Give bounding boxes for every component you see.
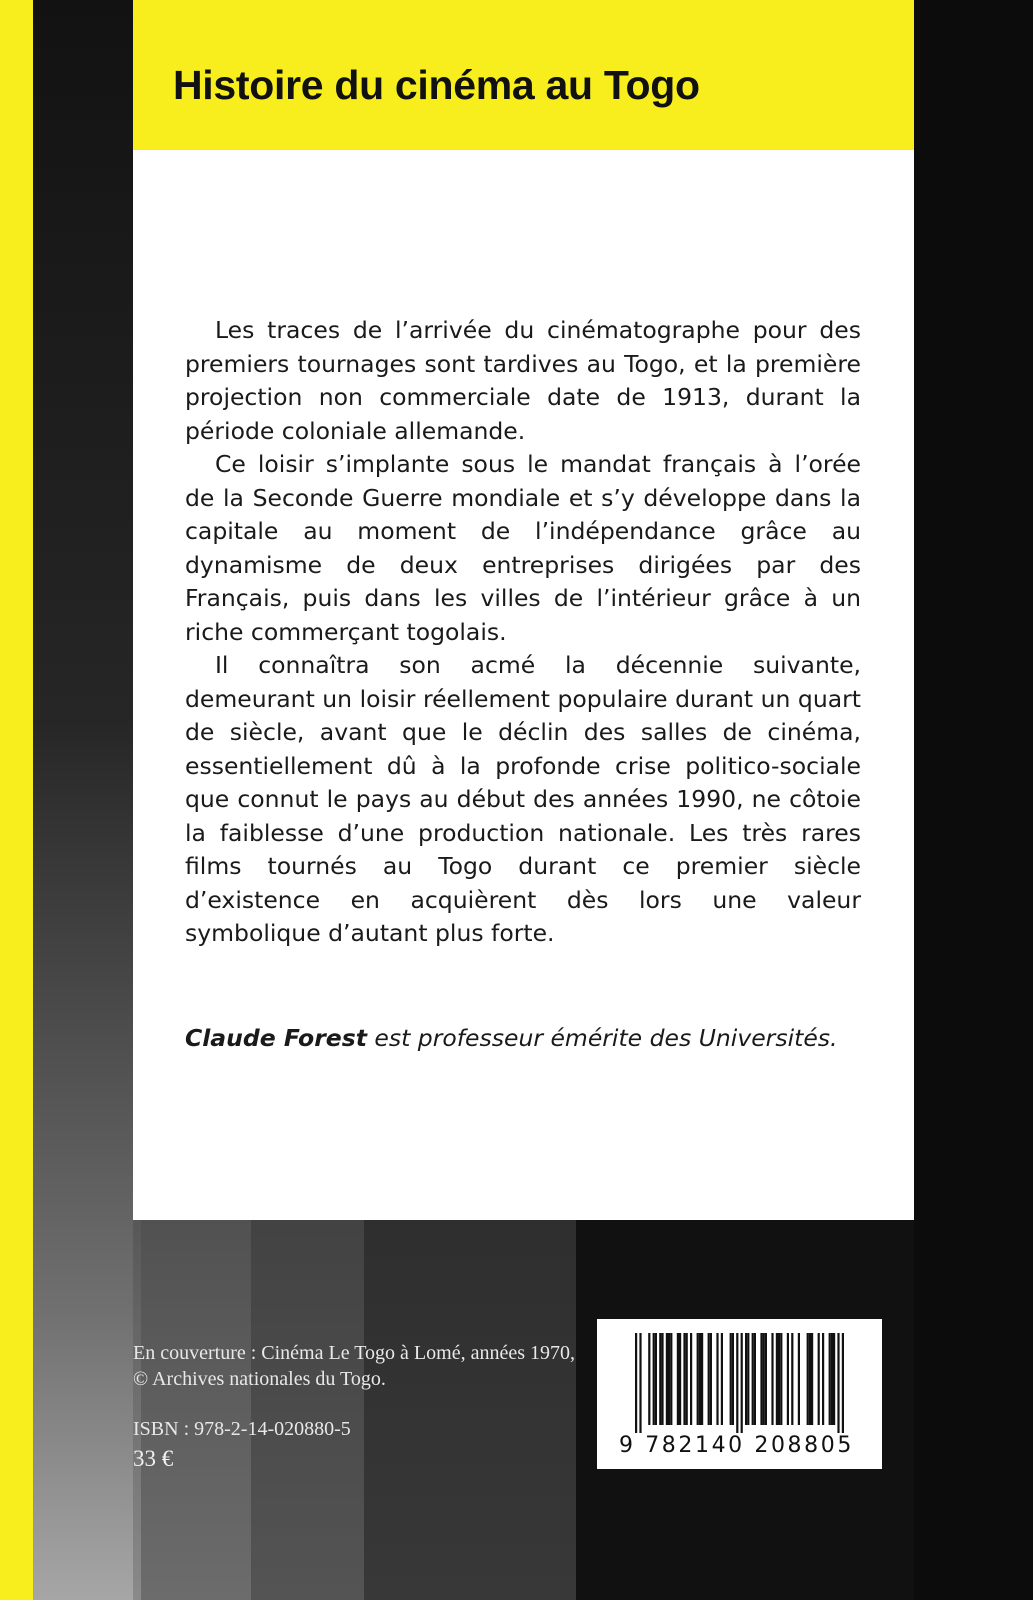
barcode-bar (648, 1333, 650, 1425)
barcode (597, 1319, 882, 1469)
barcode-bar (837, 1333, 839, 1433)
barcode-bar (699, 1333, 701, 1425)
barcode-bar (635, 1333, 637, 1433)
copyright-line: © Archives nationales du Togo. (133, 1368, 386, 1390)
barcode-bar (659, 1333, 661, 1425)
barcode-bar (765, 1333, 767, 1425)
summary-paragraph: Ce loisir s’implante sous le mandat français à l’orée de la Seconde Guerre mondiale et s’y développe dans la capitale au moment de l’indépendance grâce au dynamisme de deux entreprises dirigées par des Français, puis dans les villes de l’intérieur grâce à un riche commerçant togolais. (185, 450, 861, 646)
barcode-bar (686, 1333, 688, 1425)
barcode-bar (677, 1333, 679, 1425)
summary-paragraph: Il connaîtra son acmé la décennie suivante, demeurant un loisir réellement populaire durant un quart de siècle, avant que le déclin des salles de cinéma, essentiellement dû à la profonde crise politico-sociale que connut le pays au début des années 1990, ne côtoie la faiblesse d’une production nationale. Les très rares films tournés au Togo durant ce premier siècle d’existence en acquièrent dès lors une valeur symbolique d’autant plus forte. (185, 651, 861, 947)
barcode-bar (818, 1333, 820, 1425)
author-bio: est professeur émérite des Universités. (366, 1024, 838, 1052)
barcode-bar (697, 1333, 699, 1425)
barcode-bar (807, 1333, 809, 1425)
title-band (133, 0, 914, 150)
barcode-bar (668, 1333, 670, 1425)
barcode-bar (822, 1333, 824, 1425)
barcode-bar (721, 1333, 723, 1425)
barcode-bar (679, 1333, 681, 1425)
barcode-bar (730, 1333, 732, 1425)
cover-credits (133, 1340, 593, 1392)
cover-credit-line: En couverture : Cinéma Le Togo à Lomé, années 1970, (133, 1342, 575, 1364)
barcode-bar (670, 1333, 672, 1425)
barcode-bar (831, 1333, 833, 1425)
barcode-bar (653, 1333, 655, 1425)
barcode-bar (752, 1333, 754, 1425)
barcode-bar (787, 1333, 789, 1425)
author-name: Claude Forest (185, 1024, 367, 1052)
barcode-bar (763, 1333, 765, 1425)
summary-text (185, 314, 861, 951)
background-stripe (33, 0, 133, 1600)
barcode-bar (778, 1333, 780, 1425)
barcode-bar (690, 1333, 692, 1425)
barcode-bar (732, 1333, 734, 1425)
barcode-bar (809, 1333, 811, 1425)
barcode-bar (760, 1333, 762, 1425)
barcode-digits: 9 782140 208805 (619, 1433, 854, 1458)
barcode-bar (661, 1333, 663, 1425)
barcode-bar (683, 1333, 685, 1425)
barcode-bar (798, 1333, 800, 1425)
barcode-bar (791, 1333, 793, 1425)
barcode-bar (716, 1333, 718, 1425)
background-stripe (914, 0, 1033, 1600)
barcode-bar (776, 1333, 778, 1425)
barcode-bar (741, 1333, 743, 1433)
barcode-bar (710, 1333, 712, 1425)
barcode-bar (655, 1333, 657, 1425)
price: 33 € (133, 1446, 174, 1471)
barcode-bar (701, 1333, 703, 1425)
barcode-bar (745, 1333, 747, 1425)
author-line (185, 1024, 838, 1052)
yellow-edge-stripe (0, 0, 33, 1600)
barcode-bar (754, 1333, 756, 1425)
barcode-bar (842, 1333, 844, 1433)
barcode-bar (833, 1333, 835, 1425)
barcode-bar (639, 1333, 641, 1433)
barcode-bar (666, 1333, 668, 1425)
summary-panel (133, 150, 914, 1220)
barcode-bar (747, 1333, 749, 1425)
isbn: ISBN : 978-2-14-020880-5 (133, 1418, 351, 1440)
barcode-bar (736, 1333, 738, 1433)
barcode-bar (708, 1333, 710, 1425)
summary-paragraph: Les traces de l’arrivée du cinématographe pour des premiers tournages sont tardives au Togo, et la première projection non commerciale date de 1913, durant la période coloniale allemande. (185, 316, 861, 445)
barcode-bar (771, 1333, 773, 1425)
barcode-bar (829, 1333, 831, 1425)
book-title: Histoire du cinéma au Togo (173, 62, 700, 108)
barcode-bar (780, 1333, 782, 1425)
barcode-bar (811, 1333, 813, 1425)
